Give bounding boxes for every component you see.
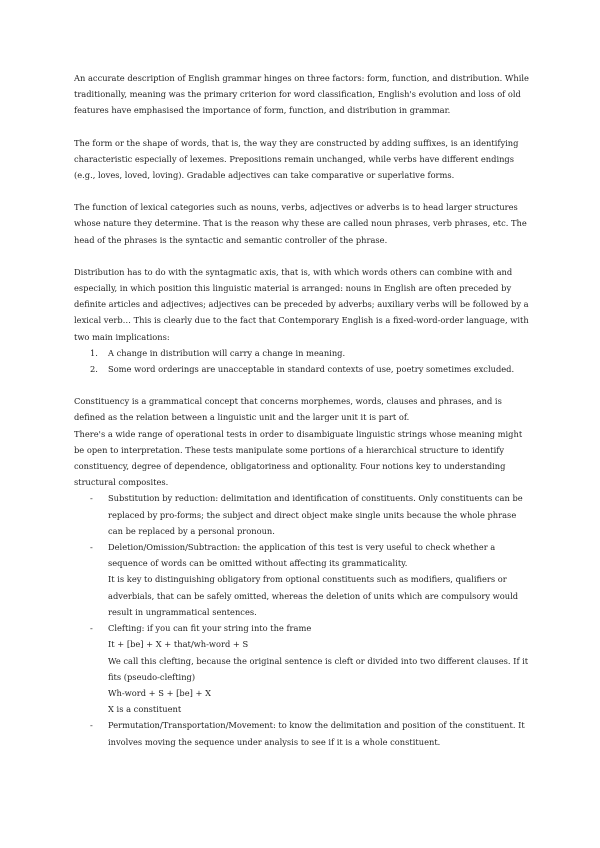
list-item-text: Some word orderings are unacceptable in standard contexts of use, poetry sometimes excluded. [108,364,515,375]
intro-paragraph: An accurate description of English grammar hinges on three factors: form, function, and distribution. While traditionally, meaning was the primary criterion for word classification, English's evolution and loss of old features have emphasised the importance of form, function, and distribution in grammar. [74,73,529,116]
list-number: 2. [90,364,98,375]
tests-intro-paragraph: There's a wide range of operational tests in order to disambiguate linguistic strings whose meaning might be open to interpretation. These tests manipulate some portions of a hierarchical structure to identify constituency, degree of dependence, obligatoriness and optionality. Four notions key to understanding structural composites. [74,428,523,488]
list-item-text: It is key to distinguishing obligatory from optional constituents such as modifiers, qualifiers or adverbials, that can be safely omitted, whereas the deletion of units which are compulsory would result in ungrammatical sentences. [108,574,519,617]
paragraph-spacer [74,119,530,135]
list-item-text: Clefting: if you can fit your string into the frame [108,623,312,634]
list-item [74,361,530,377]
list-item [74,717,530,749]
list-item [74,620,530,717]
function-paragraph: The function of lexical categories such as nouns, verbs, adjectives or adverbs is to head larger structures whose nature they determine. That is the reason why these are called noun phrases, verb phrases, etc. The head of the phrases is the syntactic and semantic controller of the phrase. [74,202,527,245]
dash-bullet: - [90,720,93,731]
list-item-text: A change in distribution will carry a change in meaning. [108,347,346,358]
dash-bullet: - [90,542,93,553]
distribution-paragraph: Distribution has to do with the syntagmatic axis, that is, with which words others can combine with and especially, in which position this linguistic material is arranged: nouns in English are often preceded by definite articles and adjectives; adjectives can be preceded by adverbs; auxiliary verbs will be followed by a lexical verb… This is clearly due to the fact that Contemporary English is a fixed-word-order language, with two main implications: [74,266,529,342]
paragraph-spacer [74,377,530,393]
list-item-text: We call this clefting, because the original sentence is cleft or divided into two different clauses. If it fits (pseudo-clefting) [108,655,529,682]
tests-list [74,490,530,749]
implications-list [74,345,530,377]
document-body [74,70,530,750]
paragraph-spacer [74,248,530,264]
list-item-text: Permutation/Transportation/Movement: to know the delimitation and position of the constituent. It involves moving the sequence under analysis to see if it is a whole constituent. [108,720,525,747]
paragraph-spacer [74,183,530,199]
list-item-text: X is a constituent [108,704,182,715]
list-item-text: Substitution by reduction: delimitation and identification of constituents. Only constituents can be replaced by pro-forms; the subject and direct object make single units because the whole phrase can be replaced by a personal pronoun. [108,493,523,536]
pseudo-clefting-frame: Wh-word + S + [be] + X [108,687,212,698]
list-item-text: Deletion/Omission/Subtraction: the application of this test is very useful to check whether a sequence of words can be omitted without affecting its grammaticality. [108,542,496,569]
list-item [74,345,530,361]
dash-bullet: - [90,493,93,504]
dash-bullet: - [90,623,93,634]
list-item [74,490,530,539]
list-number: 1. [90,347,98,358]
constituency-paragraph: Constituency is a grammatical concept that concerns morphemes, words, clauses and phrases, and is defined as the relation between a linguistic unit and the larger unit it is part of. [74,396,502,423]
form-paragraph: The form or the shape of words, that is, the way they are constructed by adding suffixes, is an identifying characteristic especially of lexemes. Prepositions remain unchanged, while verbs have different endings (e.g., loves, loved, loving). Gradable adjectives can take comparative or superlative forms. [74,137,519,181]
list-item [74,539,530,620]
clefting-frame: It + [be] + X + that/wh-word + S [108,639,249,650]
